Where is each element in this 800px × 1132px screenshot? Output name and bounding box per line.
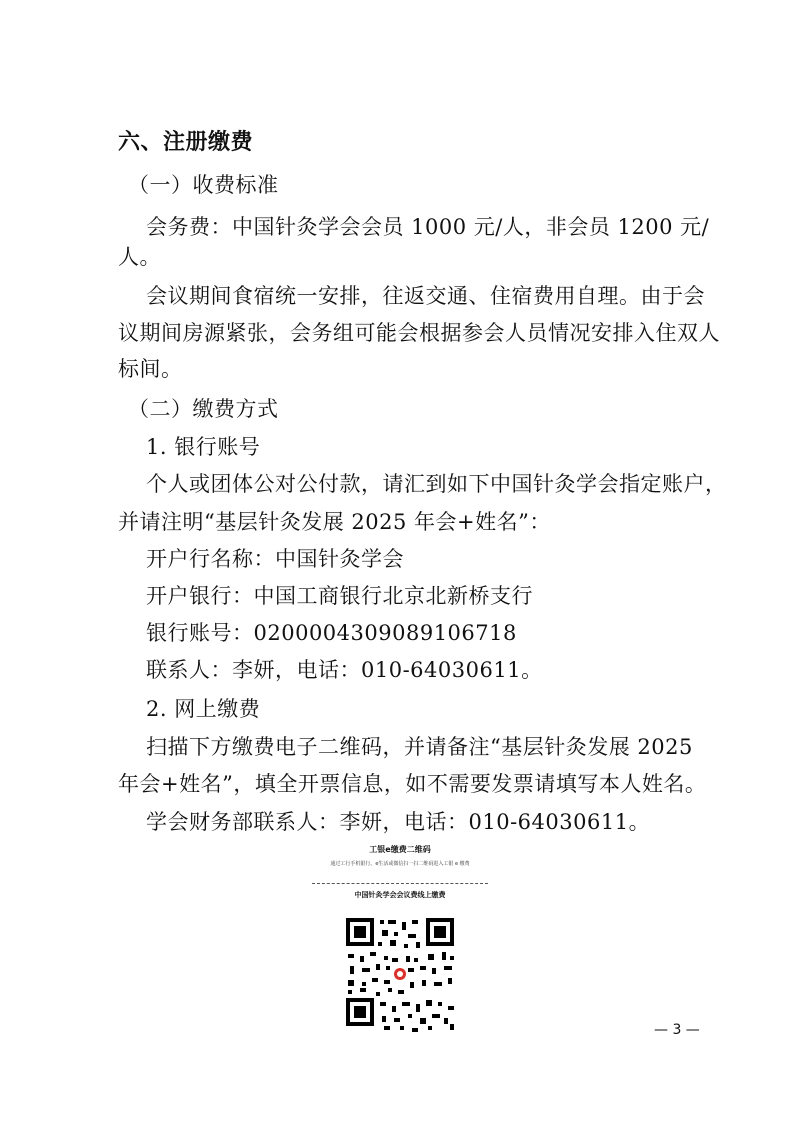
qr-code-icon[interactable] xyxy=(332,910,468,1040)
qr-title: 工银e缴费二维码 xyxy=(369,845,431,854)
lodging-text-line2: 议期间房源紧张，会务组可能会根据参会人员情况安排入住双人 xyxy=(118,321,720,345)
fee-text-line1: 会务费：中国针灸学会会员 1000 元/人，非会员 1200 元/ xyxy=(146,215,710,239)
account-number: 银行账号：0200004309089106718 xyxy=(146,621,517,645)
fee-text-line2: 人。 xyxy=(118,245,161,269)
payment-method-heading: （二）缴费方式 xyxy=(128,397,279,421)
lodging-text-line1: 会议期间食宿统一安排，往返交通、住宿费用自理。由于会 xyxy=(146,284,705,308)
finance-contact-line: 学会财务部联系人：李妍，电话：010-64030611。 xyxy=(146,810,651,834)
bank-heading: 1. 银行账号 xyxy=(146,435,261,459)
fee-standard-heading: （一）收费标准 xyxy=(128,173,279,197)
account-name: 开户行名称：中国针灸学会 xyxy=(146,547,404,571)
qr-caption: 中国针灸学会会议费线上缴费 xyxy=(354,891,446,899)
qr-divider xyxy=(312,883,488,884)
online-text-line1: 扫描下方缴费电子二维码，并请备注“基层针灸发展 2025 xyxy=(146,735,693,759)
bank-text-line1: 个人或团体公对公付款，请汇到如下中国针灸学会指定账户， xyxy=(146,472,727,496)
contact-line: 联系人：李妍，电话：010-64030611。 xyxy=(146,658,543,682)
online-heading: 2. 网上缴费 xyxy=(146,697,261,721)
page-number: — 3 — xyxy=(654,1022,700,1038)
bank-text-line2: 并请注明“基层针灸发展 2025 年会+姓名”： xyxy=(118,510,551,534)
qr-subtitle: 通过工行手机银行、e生活或微信扫一扫二维码进入工银 e 缴费 xyxy=(330,861,470,867)
section-title: 六、注册缴费 xyxy=(118,130,254,155)
bank-name: 开户银行：中国工商银行北京北新桥支行 xyxy=(146,584,533,608)
qr-payment-panel xyxy=(310,840,490,1040)
online-text-line2: 年会+姓名”，填全开票信息，如不需要发票请填写本人姓名。 xyxy=(118,772,707,796)
lodging-text-line3: 标间。 xyxy=(118,357,183,381)
